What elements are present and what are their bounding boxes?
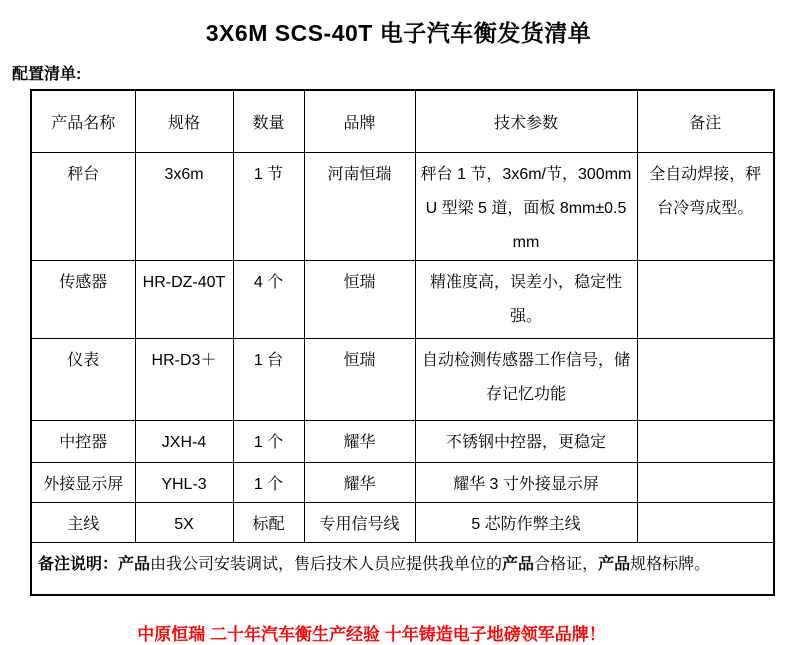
cell-spec: YHL-3 bbox=[135, 462, 233, 502]
remark-text-segment: 产品 bbox=[118, 555, 151, 573]
cell-product-name: 中控器 bbox=[31, 420, 135, 462]
cell-spec: 3x6m bbox=[135, 152, 233, 260]
table-row bbox=[31, 152, 774, 260]
cell-qty: 1 台 bbox=[233, 338, 304, 420]
cell-spec: HR-DZ-40T bbox=[135, 260, 233, 338]
cell-brand: 专用信号线 bbox=[304, 502, 415, 542]
header-qty: 数量 bbox=[233, 90, 304, 152]
cell-brand: 耀华 bbox=[304, 420, 415, 462]
cell-spec: JXH-4 bbox=[135, 420, 233, 462]
cell-brand: 河南恒瑞 bbox=[304, 152, 415, 260]
cell-remark bbox=[637, 420, 774, 462]
cell-qty: 1 个 bbox=[233, 462, 304, 502]
cell-tech-params: 5 芯防作弊主线 bbox=[415, 502, 637, 542]
cell-remark bbox=[637, 338, 774, 420]
page-title: 3X6M SCS-40T 电子汽车衡发货清单 bbox=[205, 20, 592, 46]
cell-qty: 4 个 bbox=[233, 260, 304, 338]
cell-tech-params: 不锈钢中控器，更稳定 bbox=[415, 420, 637, 462]
cell-spec: 5X bbox=[135, 502, 233, 542]
remark-text-segment: 由我公司安装调试，售后技术人员应提供我单位的 bbox=[150, 555, 503, 573]
table-row bbox=[31, 260, 774, 338]
remark-text-segment: 产品 bbox=[502, 555, 535, 573]
table-row bbox=[31, 462, 774, 502]
header-spec: 规格 bbox=[135, 90, 233, 152]
cell-qty: 标配 bbox=[233, 502, 304, 542]
cell-remark bbox=[637, 260, 774, 338]
cell-qty: 1 节 bbox=[233, 152, 304, 260]
table-row bbox=[31, 502, 774, 542]
header-remark: 备注 bbox=[637, 90, 774, 152]
cell-brand: 耀华 bbox=[304, 462, 415, 502]
table-row bbox=[31, 338, 774, 420]
cell-brand: 恒瑞 bbox=[304, 338, 415, 420]
cell-spec: HR-D3＋ bbox=[135, 338, 233, 420]
cell-remark bbox=[637, 462, 774, 502]
header-tech-params: 技术参数 bbox=[415, 90, 637, 152]
cell-product-name: 外接显示屏 bbox=[31, 462, 135, 502]
table-row bbox=[31, 420, 774, 462]
cell-remark: 全自动焊接，秤台冷弯成型。 bbox=[637, 152, 774, 260]
table-header-row bbox=[31, 90, 774, 152]
remark-row bbox=[31, 542, 774, 595]
config-list-label: 配置清单: bbox=[12, 66, 82, 83]
header-product-name: 产品名称 bbox=[31, 90, 135, 152]
config-table bbox=[30, 89, 775, 596]
cell-tech-params: 耀华 3 寸外接显示屏 bbox=[415, 462, 637, 502]
cell-product-name: 秤台 bbox=[31, 152, 135, 260]
cell-product-name: 仪表 bbox=[31, 338, 135, 420]
cell-tech-params: 精准度高，误差小，稳定性强。 bbox=[415, 260, 637, 338]
cell-remark bbox=[637, 502, 774, 542]
remark-cell bbox=[31, 542, 774, 595]
cell-product-name: 传感器 bbox=[31, 260, 135, 338]
cell-brand: 恒瑞 bbox=[304, 260, 415, 338]
cell-product-name: 主线 bbox=[31, 502, 135, 542]
remark-text-segment: 产品 bbox=[598, 555, 631, 573]
cell-qty: 1 个 bbox=[233, 420, 304, 462]
cell-tech-params: 自动检测传感器工作信号，储存记忆功能 bbox=[415, 338, 637, 420]
remark-text-segment: 规格标牌。 bbox=[630, 555, 711, 573]
footer-slogan: 中原恒瑞 二十年汽车衡生产经验 十年铸造电子地磅领军品牌！ bbox=[137, 625, 606, 644]
header-brand: 品牌 bbox=[304, 90, 415, 152]
remark-label: 备注说明： bbox=[38, 555, 119, 573]
remark-text-segment: 合格证， bbox=[534, 555, 599, 573]
cell-tech-params: 秤台 1 节，3x6m/节，300mmU 型梁 5 道，面板 8mm±0.5mm bbox=[415, 152, 637, 260]
